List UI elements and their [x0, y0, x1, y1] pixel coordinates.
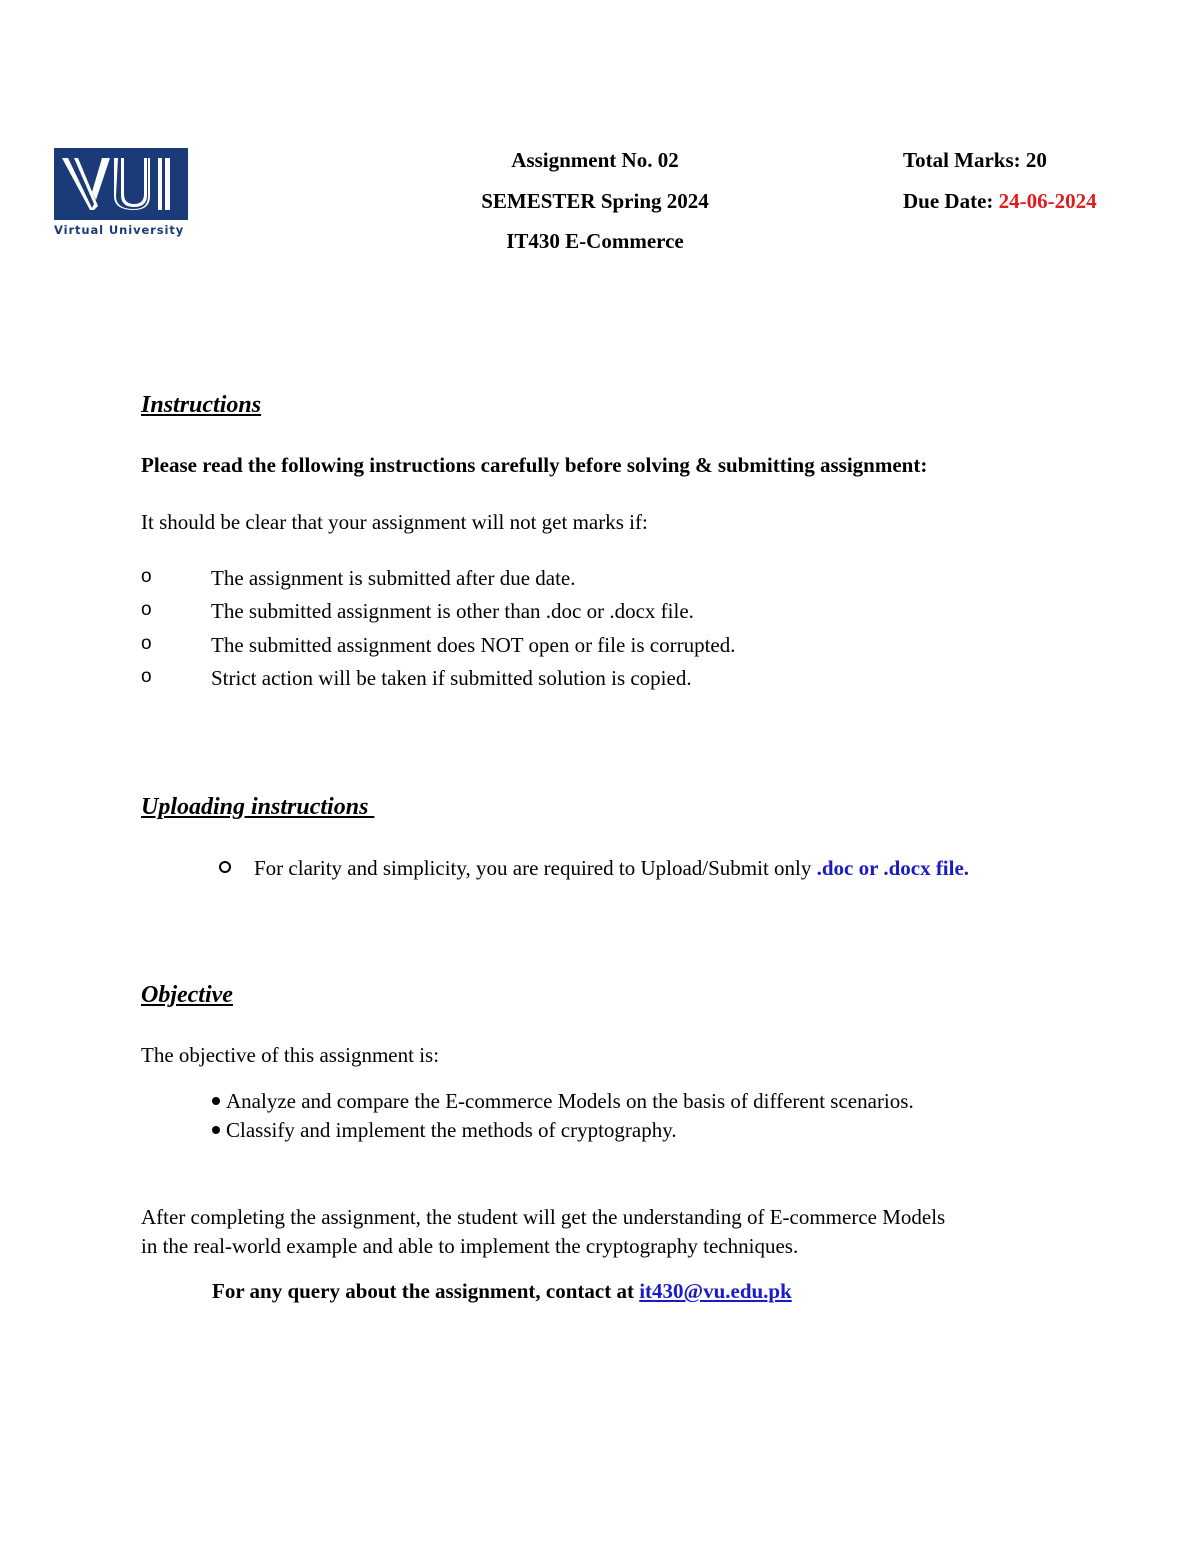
upload-instruction-text: For clarity and simplicity, you are required to Upload/Submit only [254, 856, 817, 880]
uploading-heading: Uploading instructions [141, 794, 375, 820]
due-date [903, 181, 1097, 222]
bullet-dot-icon [212, 1097, 220, 1105]
contact-email-link[interactable]: it430@vu.edu.pk [639, 1279, 792, 1303]
assignment-header [430, 140, 760, 262]
file-type-highlight: .doc or .docx file. [816, 856, 970, 880]
objective-item-text: Analyze and compare the E-commerce Models on the basis of different scenarios. [226, 1089, 914, 1113]
total-marks: Total Marks: 20 [903, 148, 1047, 172]
university-logo [54, 148, 190, 240]
instructions-heading: Instructions [141, 392, 262, 418]
vu-logo-icon [54, 148, 188, 220]
hollow-bullet-icon: o [141, 633, 152, 654]
ring-bullet-icon [219, 861, 231, 873]
hollow-bullet-icon: o [141, 566, 152, 587]
semester: SEMESTER Spring 2024 [481, 188, 709, 213]
instructions-intro: It should be clear that your assignment will not get marks if: [141, 510, 648, 534]
objective-item-text: Classify and implement the methods of cryptography. [226, 1118, 677, 1142]
objective-heading: Objective [141, 982, 233, 1008]
due-date-label: Due Date: [903, 188, 999, 213]
contact-text: For any query about the assignment, contact at [212, 1279, 640, 1303]
logo-caption: Virtual University [54, 223, 185, 237]
course-title: IT430 E-Commerce [506, 229, 684, 253]
logo-mark [54, 148, 188, 220]
upload-instruction-item [219, 856, 969, 881]
list-item [212, 1118, 677, 1143]
list-item-text: The submitted assignment is other than .doc or .docx file. [211, 599, 694, 623]
list-item-text: The assignment is submitted after due date. [211, 566, 576, 590]
list-item [212, 1089, 914, 1114]
list-item-text: Strict action will be taken if submitted solution is copied. [211, 666, 692, 690]
assignment-number: Assignment No. 02 [511, 148, 679, 172]
objective-closing-line-2: in the real-world example and able to implement the cryptography techniques. [141, 1234, 799, 1258]
marks-and-date [903, 140, 1097, 221]
instructions-lead: Please read the following instructions carefully before solving & submitting assignment: [141, 453, 928, 477]
list-item-text: The submitted assignment does NOT open or file is corrupted. [211, 633, 736, 657]
contact-line [212, 1279, 792, 1304]
due-date-value: 24-06-2024 [998, 188, 1097, 213]
bullet-dot-icon [212, 1126, 220, 1134]
hollow-bullet-icon: o [141, 666, 152, 687]
objective-intro: The objective of this assignment is: [141, 1043, 440, 1067]
objective-closing-line-1: After completing the assignment, the student will get the understanding of E-commerce Models [141, 1205, 946, 1229]
hollow-bullet-icon: o [141, 599, 152, 620]
